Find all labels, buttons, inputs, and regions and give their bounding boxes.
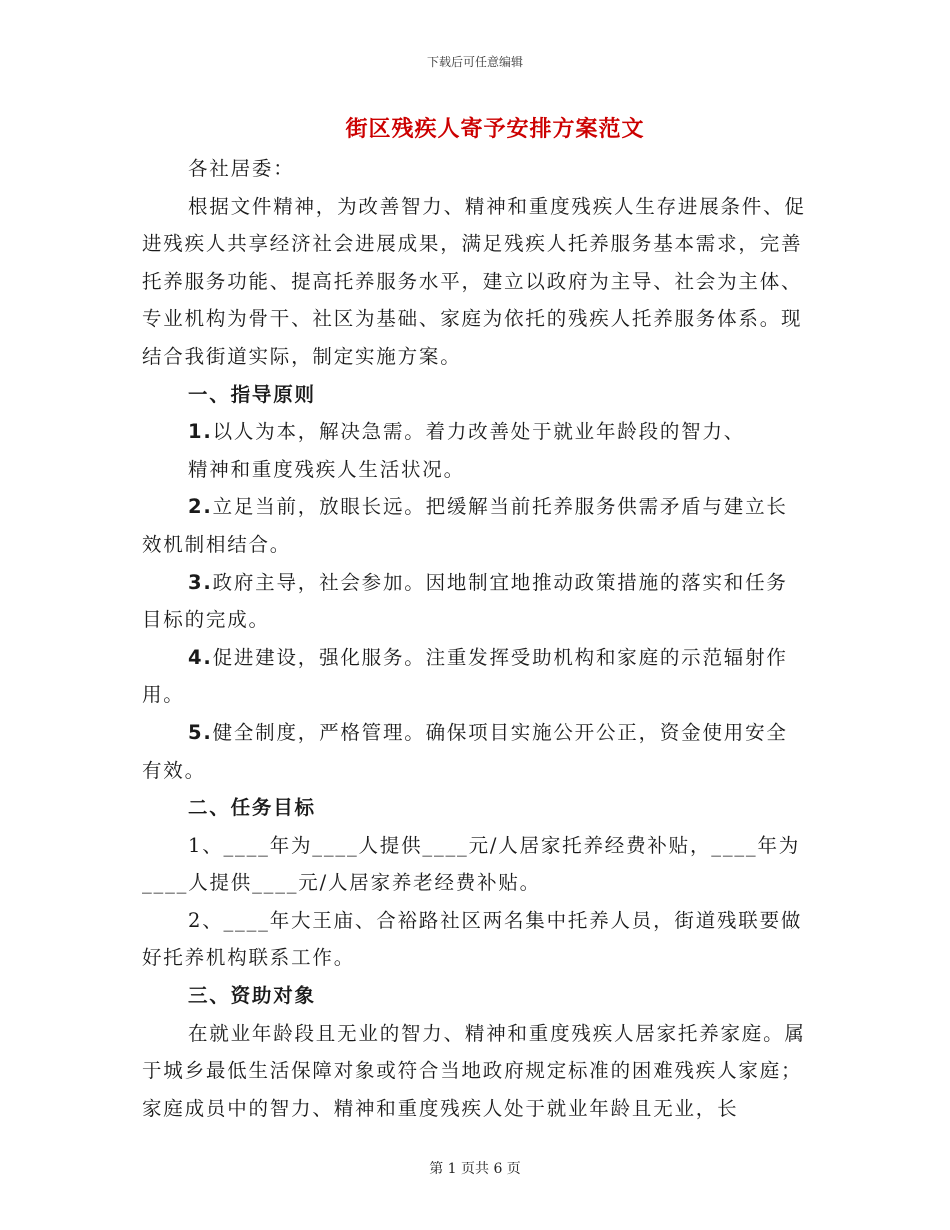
item-text: 健全制度，严格管理。确保项目实施公开公正，资金使用安全有效。: [142, 720, 788, 782]
item-number: 1.: [188, 420, 213, 444]
principle-item-continuation: 精神和重度残疾人生活状况。: [188, 457, 465, 481]
document-title: 街区残疾人寄予安排方案范文: [345, 116, 645, 142]
goal-item: 1、____年为____人提供____元/人居家托养经费补贴，____年为____人提供____元/人居家养老经费补贴。: [142, 833, 801, 895]
recipients-paragraph: 在就业年龄段且无业的智力、精神和重度残疾人居家托养家庭。属于城乡最低生活保障对象或符合当地政府规定标准的困难残疾人家庭；家庭成员中的智力、精神和重度残疾人处于就业年龄且无业，长: [142, 1021, 806, 1120]
section-heading-aid-recipients: 三、资助对象: [188, 984, 316, 1008]
item-text: 立足当前，放眼长远。把缓解当前托养服务供需矛盾与建立长效机制相结合。: [142, 495, 788, 556]
salutation: 各社居委：: [188, 157, 295, 180]
item-number: 2.: [188, 495, 213, 519]
section-heading-task-goals: 二、任务目标: [188, 796, 316, 820]
item-text: 以人为本，解决急需。着力改善处于就业年龄段的智力、: [212, 420, 746, 444]
principle-item: [142, 488, 807, 563]
item-text: 政府主导，社会参加。因地制宜地推动政策措施的落实和任务目标的完成。: [142, 570, 788, 632]
item-number: 5.: [188, 720, 213, 744]
item-number: 4.: [188, 645, 213, 669]
principle-item: [142, 714, 807, 789]
document-body: [142, 150, 807, 1127]
item-number: 3.: [188, 570, 213, 594]
page-number: 第 1 页共 6 页: [429, 1161, 521, 1177]
goal-item: 2、____年大王庙、合裕路社区两名集中托养人员，街道残联要做好托养机构联系工作。: [142, 908, 803, 970]
section-heading-guiding-principles: 一、指导原则: [188, 382, 316, 406]
principle-item: [142, 564, 807, 639]
principle-item: [142, 413, 807, 451]
item-text: 促进建设，强化服务。注重发挥受助机构和家庭的示范辐射作用。: [142, 645, 788, 707]
header-note: 下载后可任意编辑: [426, 55, 523, 69]
intro-paragraph: 根据文件精神，为改善智力、精神和重度残疾人生存进展条件、促进残疾人共享经济社会进展成果，满足残疾人托养服务基本需求，完善托养服务功能、提高托养服务水平，建立以政府为主导、社会为主体、专业机构为骨干、社区为基础、家庭为依托的残疾人托养服务体系。现结合我街道实际，制定实施方案。: [142, 194, 806, 368]
principle-item: [142, 639, 807, 714]
